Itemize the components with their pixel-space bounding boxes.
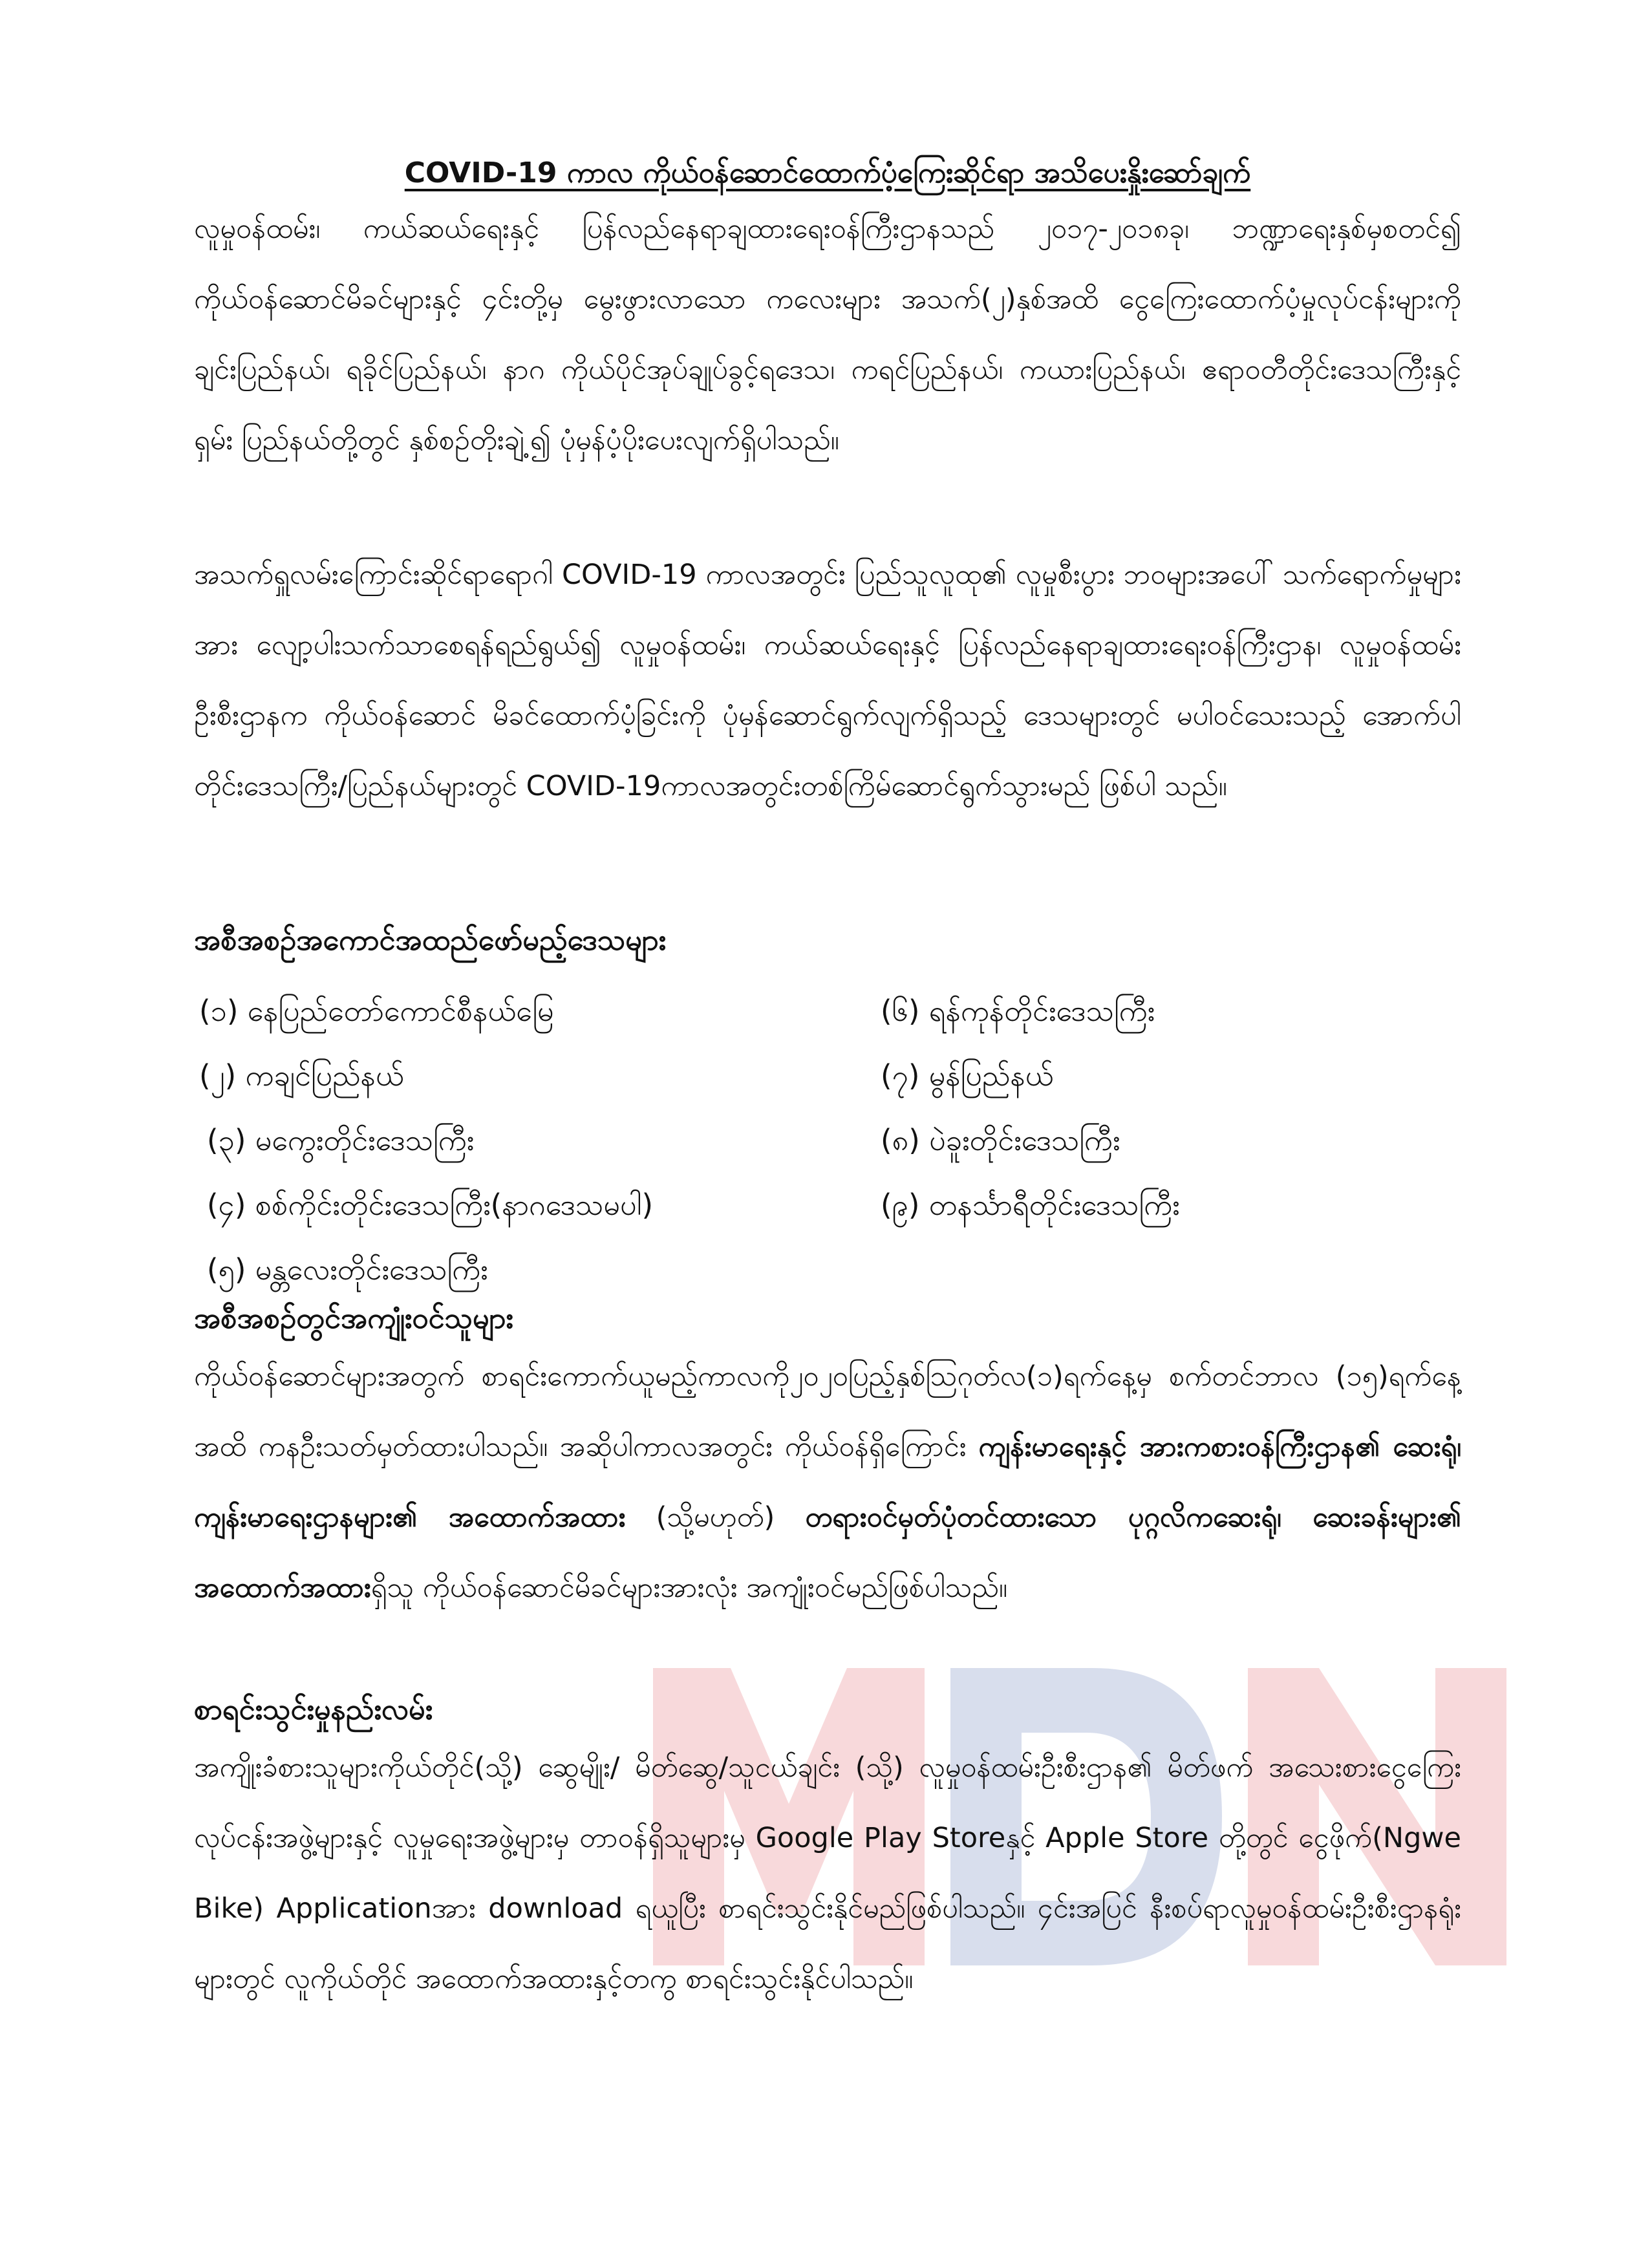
region-item: (၉) တနင်္သာရီတိုင်းဒေသကြီး bbox=[881, 1188, 1180, 1222]
notice-title: COVID-19 ကာလ ကိုယ်ဝန်ဆောင်ထောက်ပံ့ကြေးဆိုင်ရာ အသိပေးနှိုးဆော်ချက် bbox=[404, 156, 1251, 189]
intro-paragraph: လူမှုဝန်ထမ်း၊ ကယ်ဆယ်ရေးနှင့် ပြန်လည်နေရာချထားရေးဝန်ကြီးဌာနသည် ၂၀၁၇-၂၀၁၈ခု၊ ဘဏ္ဍာရေးနှစ်မှစတင်၍ ကိုယ်ဝန်ဆောင်မိခင်များနှင့် ၄င်းတို့မှ မွေးဖွားလာသော ကလေးများ အသက်(၂)နှစ်အထိ ငွေကြေးထောက်ပံ့မှုလုပ်ငန်းများကို ချင်းပြည်နယ်၊ ရခိုင်ပြည်နယ်၊ နာဂ ကိုယ်ပိုင်အုပ်ချုပ်ခွင့်ရဒေသ၊ ကရင်ပြည်နယ်၊ ကယားပြည်နယ်၊ ဧရာဝတီတိုင်းဒေသကြီးနှင့် ရှမ်း ပြည်နယ်တို့တွင် နှစ်စဉ်တိုးချဲ့၍ ပုံမှန်ပံ့ပိုးပေးလျက်ရှိပါသည်။ bbox=[194, 213, 1461, 456]
eligibility-heading: အစီအစဉ်တွင်အကျုံးဝင်သူများ bbox=[194, 1301, 513, 1335]
region-item: (၆) ရန်ကုန်တိုင်းဒေသကြီး bbox=[881, 994, 1155, 1028]
region-item: (၂) ကချင်ပြည်နယ် bbox=[199, 1058, 404, 1093]
region-item: (၄) စစ်ကိုင်းတိုင်းဒေသကြီး(နာဂဒေသမပါ) bbox=[207, 1188, 654, 1222]
covid-paragraph: အသက်ရှူလမ်းကြောင်းဆိုင်ရာရောဂါ COVID-19 ကာလအတွင်း ပြည်သူလူထု၏ လူမှုစီးပွား ဘဝများအပေါ် သက်ရောက်မှုများအား လျော့ပါးသက်သာစေရန်ရည်ရွယ်၍ လူမှုဝန်ထမ်း၊ ကယ်ဆယ်ရေးနှင့် ပြန်လည်နေရာချထားရေးဝန်ကြီးဌာန၊ လူမှုဝန်ထမ်းဦးစီးဌာနက ကိုယ်ဝန်ဆောင် မိခင်ထောက်ပံ့ခြင်းကို ပုံမှန်ဆောင်ရွက်လျက်ရှိသည့် ဒေသများတွင် မပါဝင်သေးသည့် အောက်ပါ တိုင်းဒေသကြီး/ပြည်နယ်များတွင် COVID-19ကာလအတွင်းတစ်ကြိမ်ဆောင်ရွက်သွားမည် ဖြစ်ပါ သည်။ bbox=[194, 559, 1461, 802]
region-item: (၈) ပဲခူးတိုင်းဒေသကြီး bbox=[881, 1123, 1120, 1157]
regions-heading: အစီအစဉ်အကောင်အထည်ဖော်မည့်ဒေသများ bbox=[194, 923, 667, 957]
region-item: (၅) မန္တလေးတိုင်းဒေသကြီး bbox=[207, 1252, 488, 1287]
eligibility-moh-evidence: ကျန်းမာရေးနှင့် အားကစားဝန်ကြီးဌာန၏ ဆေးရုံ၊ ကျန်းမာရေးဌာနများ၏ အထောက်အထား bbox=[194, 1431, 1462, 1534]
region-item: (၇) မွန်ပြည်နယ် bbox=[881, 1058, 1054, 1093]
eligibility-text: (သို့မဟုတ်) bbox=[625, 1501, 806, 1534]
registration-paragraph: အကျိုးခံစားသူများကိုယ်တိုင်(သို့) ဆွေမျိုး/ မိတ်ဆွေ/သူငယ်ချင်း (သို့) လူမှုဝန်ထမ်းဦးစီးဌာန၏ မိတ်ဖက် အသေးစားငွေကြေးလုပ်ငန်းအဖွဲ့များနှင့် လူမှုရေးအဖွဲ့များမှ တာဝန်ရှိသူများမှ Google Play Storeနှင့် Apple Store တို့တွင် ငွေဖိုက်(Ngwe Bike) Applicationအား download ရယူပြီး စာရင်းသွင်းနိုင်မည်ဖြစ်ပါသည်။ ၄င်းအပြင် နီးစပ်ရာလူမှုဝန်ထမ်းဦးစီးဌာနရုံးများတွင် လူကိုယ်တိုင် အထောက်အထားနှင့်တကွ စာရင်းသွင်းနိုင်ပါသည်။ bbox=[194, 1751, 1461, 1995]
eligibility-paragraph bbox=[194, 1342, 1461, 1623]
eligibility-text: ရှိသူ ကိုယ်ဝန်ဆောင်မိခင်များအားလုံး အကျုံးဝင်မည်ဖြစ်ပါသည်။ bbox=[370, 1572, 1007, 1604]
registration-heading: စာရင်းသွင်းမှုနည်းလမ်း bbox=[194, 1692, 433, 1726]
region-item: (၁) နေပြည်တော်ကောင်စီနယ်မြေ bbox=[199, 994, 554, 1028]
eligibility-private-evidence: တရားဝင်မှတ်ပုံတင်ထားသော ပုဂ္ဂလိကဆေးရုံ၊ ဆေးခန်းများ၏ အထောက်အထား bbox=[194, 1501, 1462, 1604]
region-item: (၃) မကွေးတိုင်းဒေသကြီး bbox=[207, 1123, 475, 1157]
eligibility-text: ကိုယ်ဝန်ဆောင်များအတွက် စာရင်းကောက်ယူမည့်ကာလကို၂၀၂၀ပြည့်နှစ်ဩဂုတ်လ(၁)ရက်နေ့မှ စက်တင်ဘာလ (၁၅)ရက်နေ့အထိ ကနဦးသတ်မှတ်ထားပါသည်။ အဆိုပါကာလအတွင်း ကိုယ်ဝန်ရှိကြောင်း bbox=[194, 1360, 1461, 1463]
